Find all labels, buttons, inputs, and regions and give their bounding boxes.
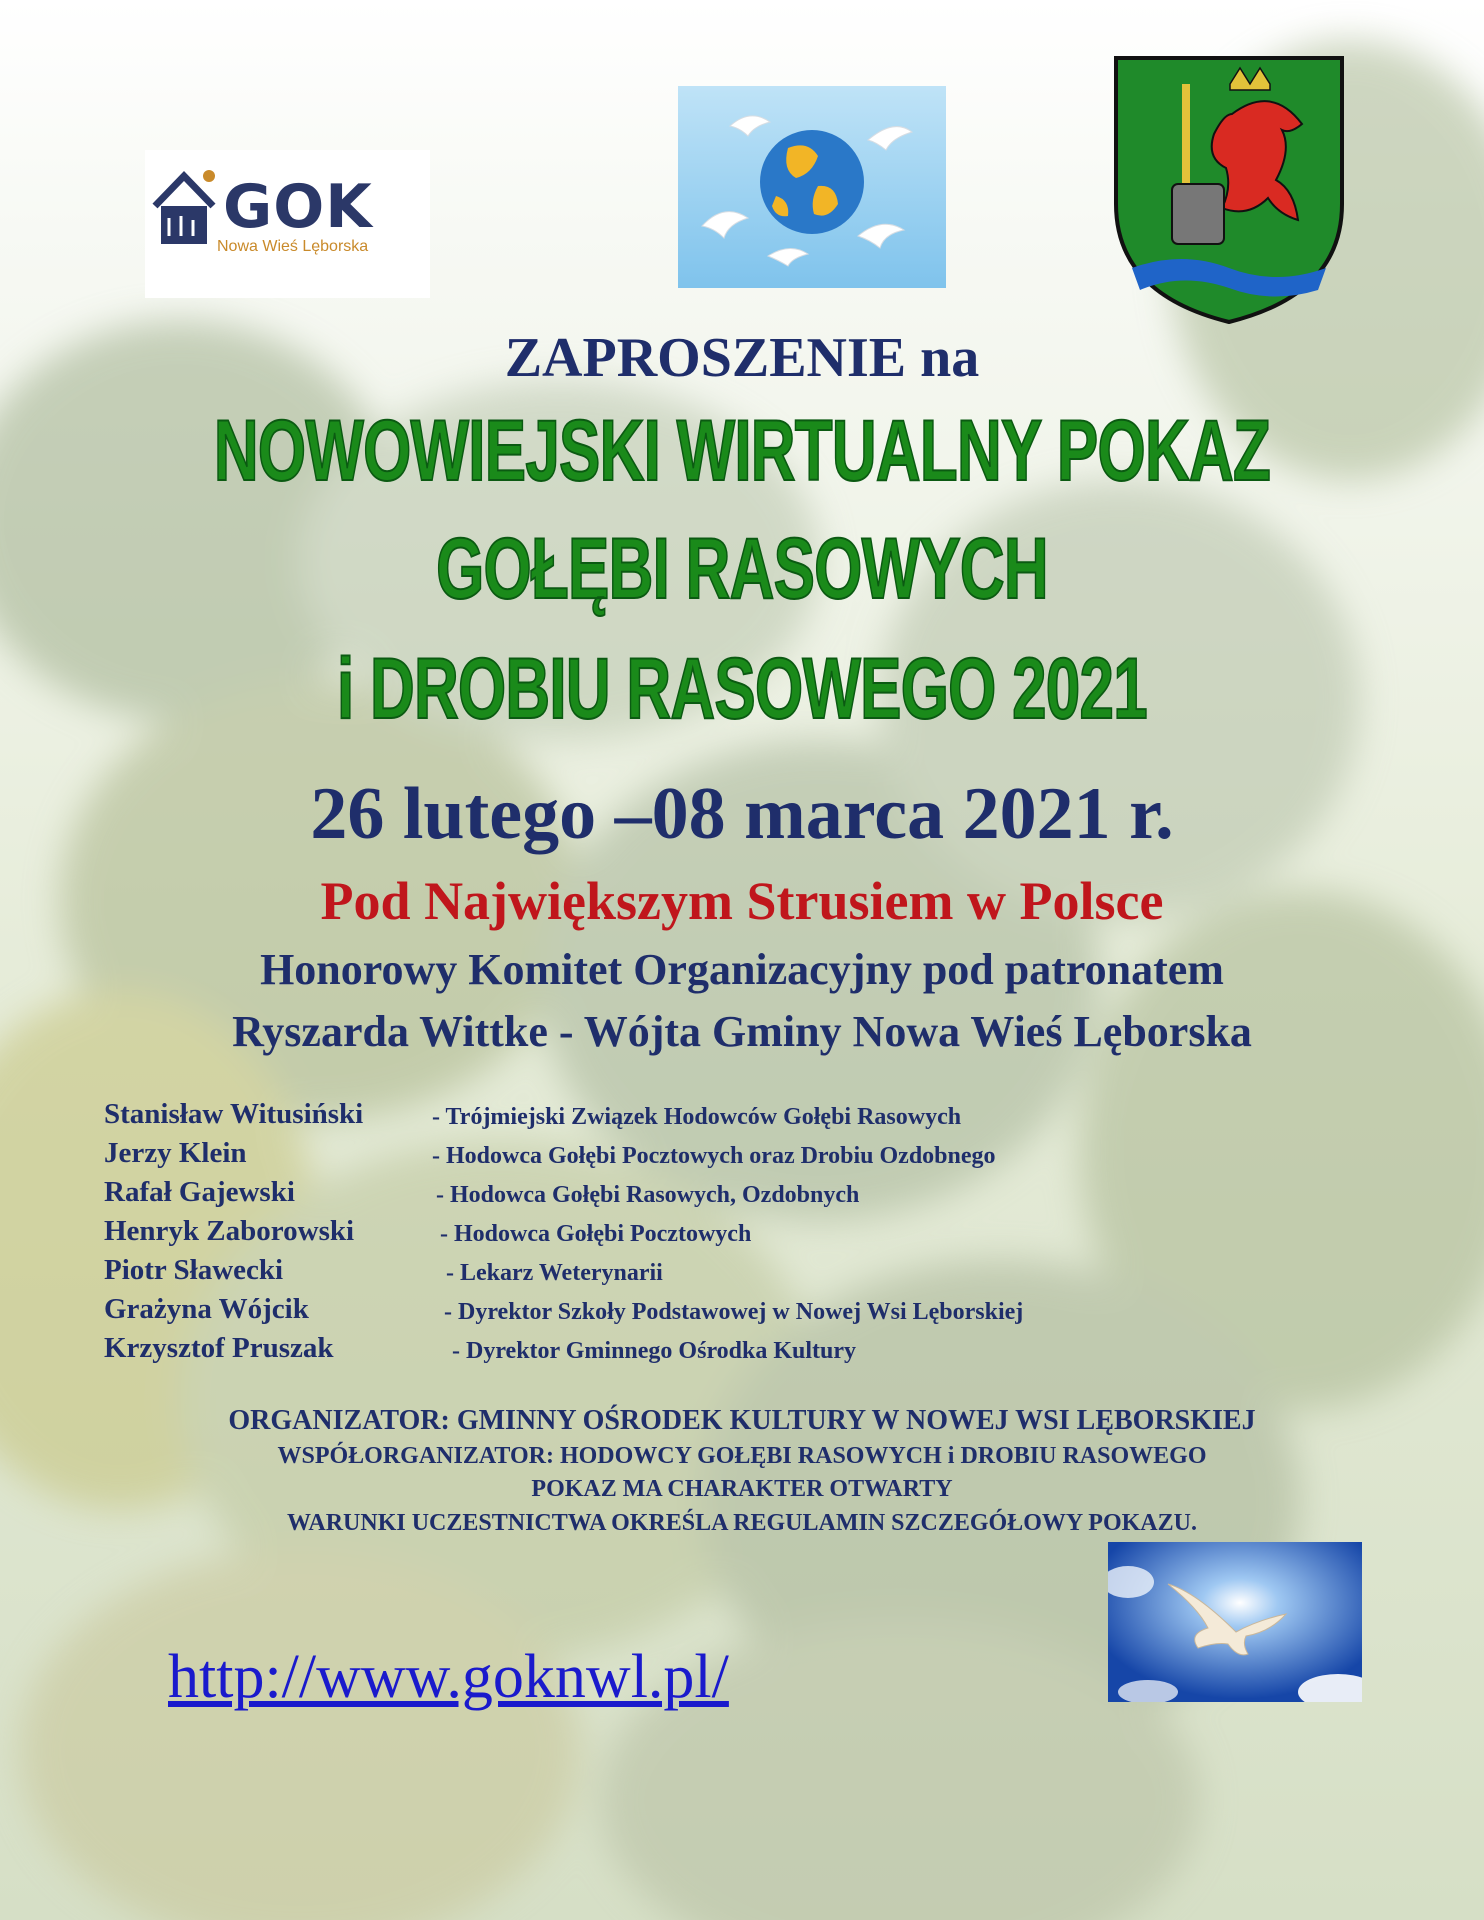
member-name: Henryk Zaborowski bbox=[104, 1215, 355, 1247]
member-row bbox=[104, 1215, 1304, 1254]
member-role: - Lekarz Weterynarii bbox=[446, 1260, 663, 1286]
committee-line-2: Ryszarda Wittke - Wójta Gminy Nowa Wieś Lęborska bbox=[232, 1007, 1252, 1056]
member-name: Stanisław Witusiński bbox=[104, 1098, 364, 1130]
member-row bbox=[104, 1254, 1304, 1293]
member-row bbox=[104, 1137, 1304, 1176]
coat-of-arms bbox=[1112, 54, 1346, 326]
gok-house-icon bbox=[149, 166, 219, 256]
member-role: - Hodowca Gołębi Pocztowych oraz Drobiu Ozdobnego bbox=[432, 1143, 996, 1169]
member-row bbox=[104, 1293, 1304, 1332]
rules-note: WARUNKI UCZESTNICTWA OKREŚLA REGULAMIN SZCZEGÓŁOWY POKAZU. bbox=[287, 1510, 1197, 1536]
gok-logo bbox=[145, 150, 430, 298]
event-dates: 26 lutego –08 marca 2021 r. bbox=[310, 773, 1174, 855]
event-title-line-2: GOŁĘBI RASOWYCH bbox=[436, 521, 1048, 617]
coorganizer-line: WSPÓŁORGANIZATOR: HODOWCY GOŁĘBI RASOWYCH i DROBIU RASOWEGO bbox=[277, 1443, 1207, 1469]
member-role: - Dyrektor Gminnego Ośrodka Kultury bbox=[452, 1338, 857, 1364]
member-name: Jerzy Klein bbox=[104, 1137, 247, 1169]
member-name: Grażyna Wójcik bbox=[104, 1293, 309, 1325]
gok-logo-subtitle: Nowa Wieś Lęborska bbox=[217, 238, 369, 255]
open-event-note: POKAZ MA CHARAKTER OTWARTY bbox=[531, 1476, 953, 1502]
member-row bbox=[104, 1332, 1304, 1371]
member-role: - Hodowca Gołębi Rasowych, Ozdobnych bbox=[436, 1182, 860, 1208]
committee-line-1: Honorowy Komitet Organizacyjny pod patronatem bbox=[260, 945, 1224, 994]
event-place: Pod Największym Strusiem w Polsce bbox=[320, 871, 1164, 931]
dove-sky-image bbox=[1108, 1542, 1362, 1702]
member-role: - Dyrektor Szkoły Podstawowej w Nowej Wsi Lęborskiej bbox=[444, 1299, 1024, 1325]
gok-logo-word: GOK bbox=[223, 172, 373, 242]
website-link[interactable]: http://www.goknwl.pl/ bbox=[168, 1643, 729, 1711]
globe-doves-image bbox=[678, 86, 946, 288]
member-name: Krzysztof Pruszak bbox=[104, 1332, 334, 1364]
committee-members-list bbox=[104, 1098, 1304, 1371]
member-role: - Hodowca Gołębi Pocztowych bbox=[440, 1221, 752, 1247]
member-role: - Trójmiejski Związek Hodowców Gołębi Rasowych bbox=[432, 1104, 962, 1130]
event-title-line-3: i DROBIU RASOWEGO 2021 bbox=[337, 641, 1147, 737]
organizer-line: ORGANIZATOR: GMINNY OŚRODEK KULTURY W NOWEJ WSI LĘBORSKIEJ bbox=[228, 1405, 1256, 1436]
invitation-heading: ZAPROSZENIE na bbox=[504, 327, 980, 389]
member-row bbox=[104, 1176, 1304, 1215]
member-row bbox=[104, 1098, 1304, 1137]
member-name: Piotr Sławecki bbox=[104, 1254, 284, 1286]
event-title-line-1: NOWOWIEJSKI WIRTUALNY POKAZ bbox=[213, 403, 1271, 499]
member-name: Rafał Gajewski bbox=[104, 1176, 295, 1208]
